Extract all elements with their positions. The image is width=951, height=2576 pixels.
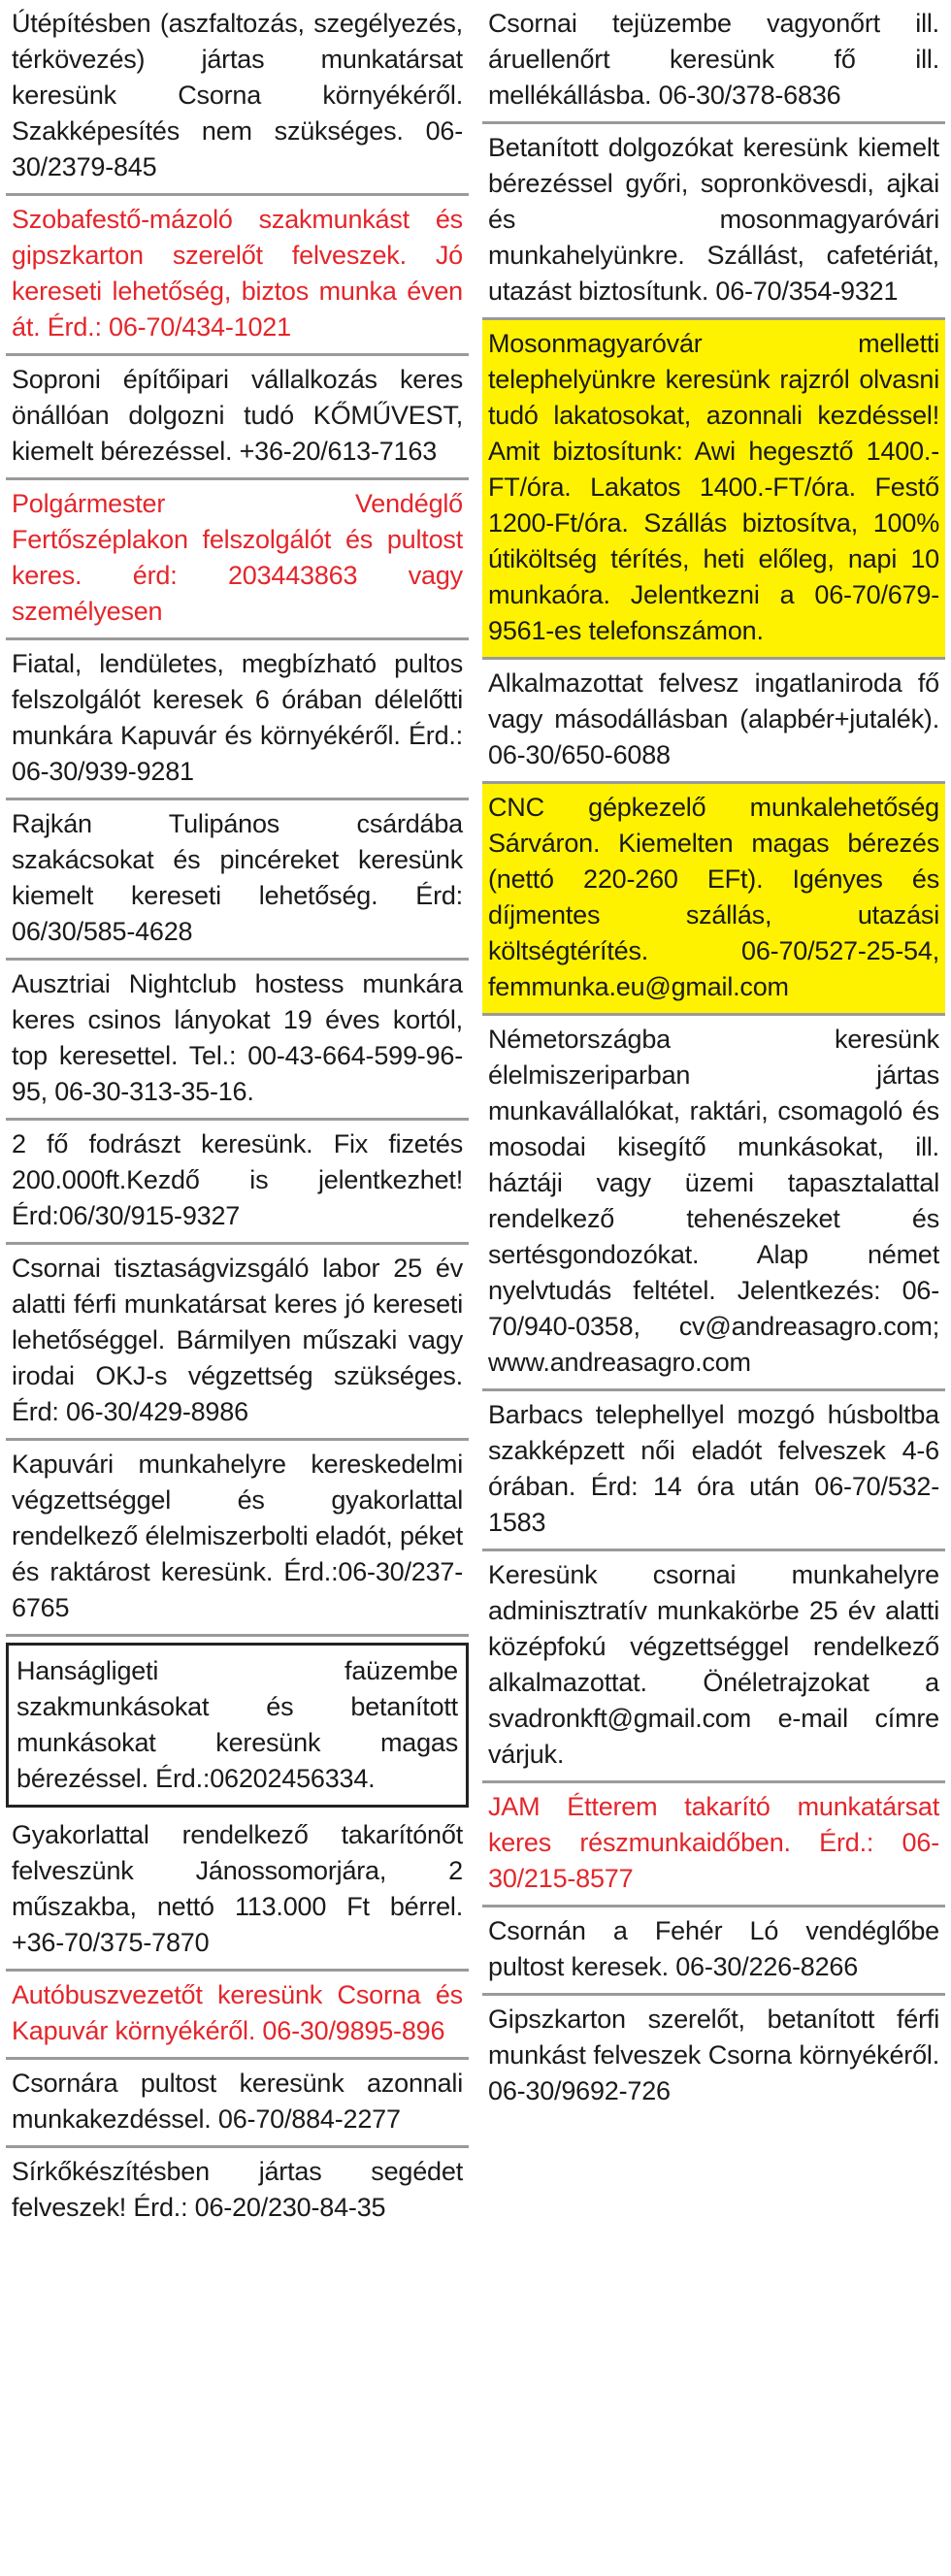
highlighted-classified-ad: Mosonmagyaróvár melletti telephelyünkre keresünk rajzról olvasni tudó lakatosokat, azonnali kezdéssel! Amit biztosítunk: Awi hegesztő 1400.-FT/óra. Lakatos 1400.-FT/óra. Festő 1200-Ft/óra. Szállás biztosítva, 100% útiköltség térítés, heti előleg, napi 10 munkaóra. Jelentkezni a 06-70/679-9561-es telefonszámon. [482,320,945,660]
classified-ad: Autóbuszvezetőt keresünk Csorna és Kapuvár környékéről. 06-30/9895-896 [6,1972,469,2060]
classified-ad: Sírkőkészítésben jártas segédet felveszek! Érd.: 06-20/230-84-35 [12,2157,463,2222]
classified-ad: Kapuvári munkahelyre kereskedelmi végzettséggel és gyakorlattal rendelkező élelmiszerbolti eladót, péket és raktárost keresünk. Érd.:06-30/237-6765 [6,1441,469,1637]
highlighted-classified-ad: CNC gépkezelő munkalehetőség Sárváron. Kiemelten magas bérezés (nettó 220-260 EFt). Igényes és díjmentes szállás, utazási költségtérítés. 06-70/527-25-54, femmunka.eu@gmail.com [482,784,945,1016]
classified-ad: Barbacs telephellyel mozgó húsboltba szakképzett női eladót felveszek 4-6 órában. Érd: 14 óra után 06-70/532-1583 [482,1391,945,1551]
classified-ad: Betanított dolgozókat keresünk kiemelt bérezéssel győri, sopronkövesdi, ajkai és mosonmagyaróvári munkahelyünkre. Szállást, cafetériát, utazást biztosítunk. 06-70/354-9321 [482,124,945,320]
classified-ad: Útépítésben (aszfaltozás, szegélyezés, térkövezés) jártas munkatársat keresünk Csorna környékéről. Szakképesítés nem szükséges. 06-30/2379-845 [6,0,469,196]
classified-ad: Szobafestő-mázoló szakmunkást és gipszkarton szerelőt felveszek. Jó kereseti lehetőség, biztos munka éven át. Érd.: 06-70/434-1021 [6,196,469,356]
classified-ad: Gyakorlattal rendelkező takarítónőt felveszünk Jánossomorjára, 2 műszakba, nettó 113.000 Ft bérrel. +36-70/375-7870 [6,1811,469,1972]
classified-ad: Csornára pultost keresünk azonnali munkakezdéssel. 06-70/884-2277 [6,2060,469,2148]
classified-ad: Németországba keresünk élelmiszeriparban jártas munkavállalókat, raktári, csomagoló és mosodai kisegítő munkásokat, ill. háztáji vagy üzemi tapasztalattal rendelkező tehenészeket és sertésgondozókat. Alap német nyelvtudás feltétel. Jelentkezés: 06-70/940-0358, cv@andreasagro.com; www.andreasagro.com [482,1016,945,1391]
boxed-classified-ad: Hanságligeti faüzembe szakmunkásokat és betanított munkásokat keresünk magas bérezéssel. Érd.:06202456334. [6,1643,469,1808]
classified-ad: Fiatal, lendületes, megbízható pultos felszolgálót keresek 6 órában délelőtti munkára Kapuvár és környékéről. Érd.: 06-30/939-9281 [6,640,469,800]
classified-ad: JAM Étterem takarító munkatársat keres részmunkaidőben. Érd.: 06-30/215-8577 [482,1783,945,1908]
classified-ad: Csornai tisztaságvizsgáló labor 25 év alatti férfi munkatársat keres jó kereseti lehetőséggel. Bármilyen műszaki vagy irodai OKJ-s végzettség szükséges. Érd: 06-30/429-8986 [6,1245,469,1441]
classified-ad: Soproni építőipari vállalkozás keres önállóan dolgozni tudó KŐMŰVEST, kiemelt bérezéssel. +36-20/613-7163 [6,356,469,480]
classified-ad: Csornai tejüzembe vagyonőrt ill. áruellenőrt keresünk fő ill. mellékállásba. 06-30/378-6836 [482,0,945,124]
classified-ad: Rajkán Tulipános csárdába szakácsokat és pincéreket keresünk kiemelt kereseti lehetőség. Érd: 06/30/585-4628 [6,800,469,961]
classified-ad: Csornán a Fehér Ló vendéglőbe pultost keresek. 06-30/226-8266 [482,1908,945,1996]
right-column [482,0,945,2576]
classified-ad: Gipszkarton szerelőt, betanított férfi munkást felveszek Csorna környékéről. 06-30/9692-726 [488,2005,939,2105]
classified-ad: Keresünk csornai munkahelyre adminisztratív munkakörbe 25 év alatti középfokú végzettséggel rendelkező alkalmazottat. Önéletrajzokat a svadronkft@gmail.com e-mail címre várjuk. [482,1551,945,1783]
classified-ad: Ausztriai Nightclub hostess munkára keres csinos lányokat 19 éves kortól, top keresettel. Tel.: 00-43-664-599-96-95, 06-30-313-35-16. [6,961,469,1121]
classified-ad: Alkalmazottat felvesz ingatlaniroda fő vagy másodállásban (alapbér+jutalék). 06-30/650-6088 [482,660,945,784]
classified-ad: Polgármester Vendéglő Fertőszéplakon felszolgálót és pultost keres. érd: 203443863 vagy személyesen [6,480,469,640]
classified-ad: 2 fő fodrászt keresünk. Fix fizetés 200.000ft.Kezdő is jelentkezhet! Érd:06/30/915-9327 [6,1121,469,1245]
left-column [6,0,469,2576]
